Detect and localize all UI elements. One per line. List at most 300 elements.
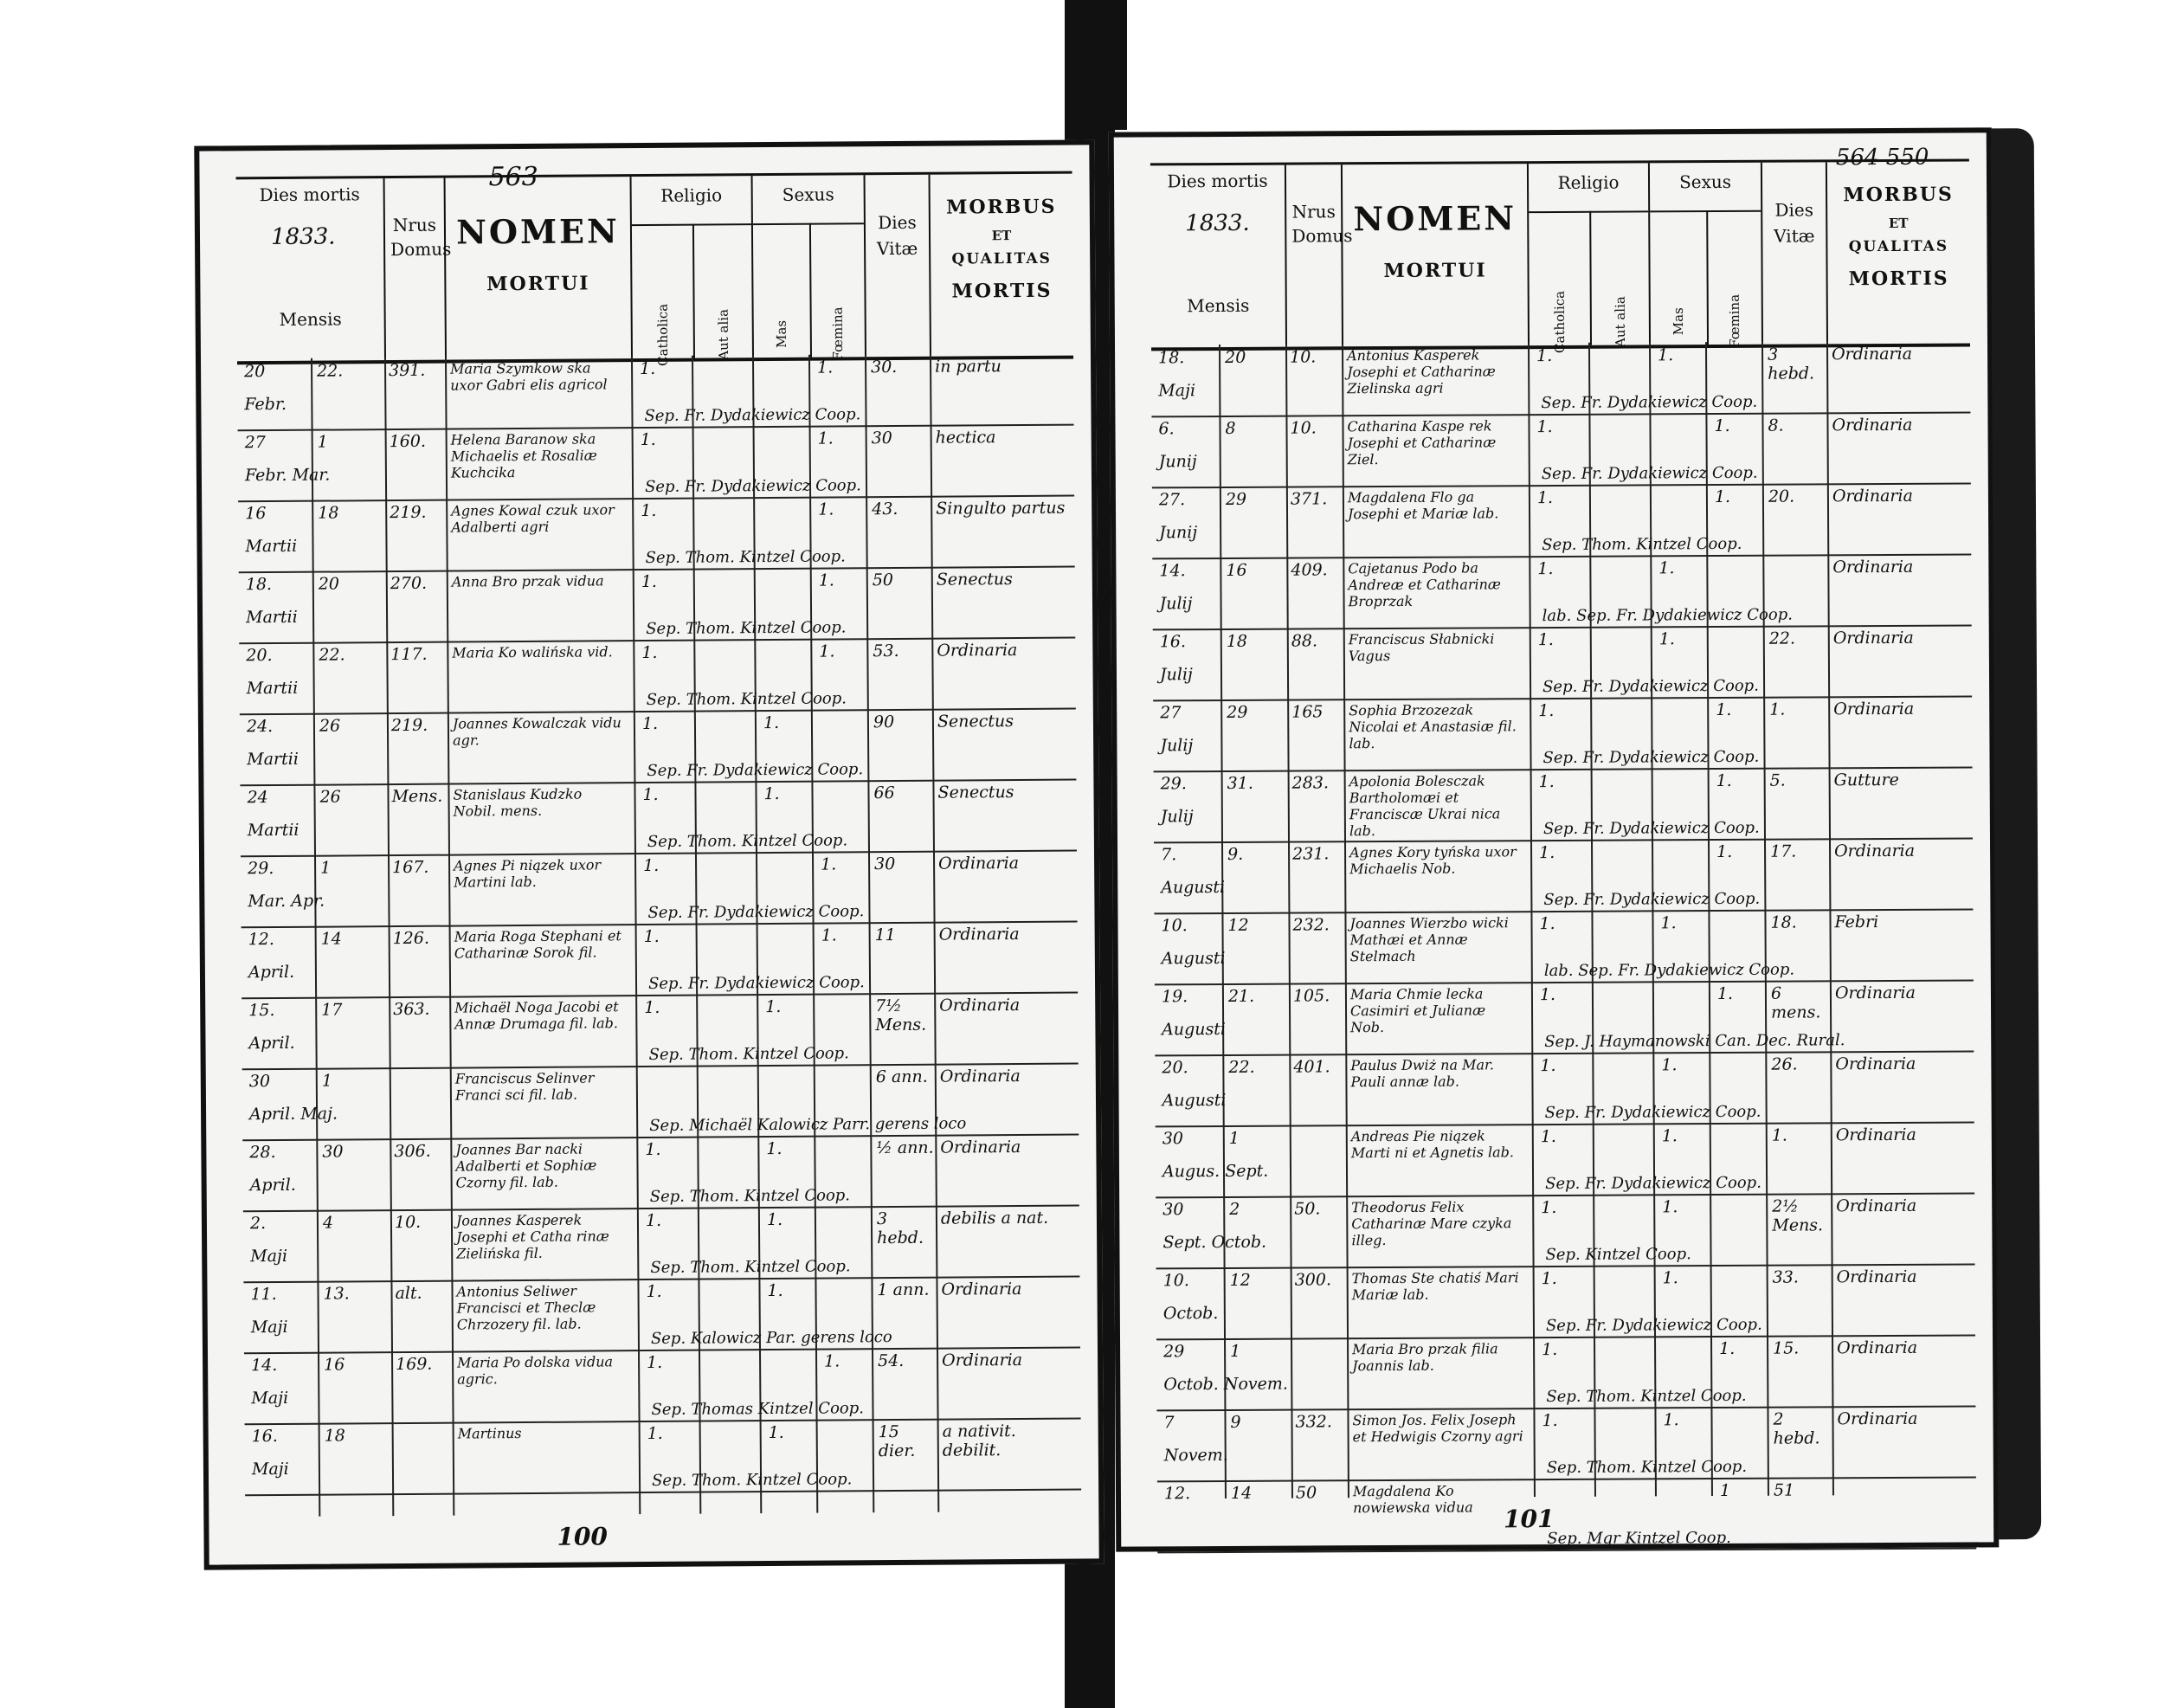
house-number-cell: 231. (1292, 844, 1330, 864)
foemina-label: Fœmina (1726, 293, 1743, 348)
burial-day-cell: 31. (1227, 773, 1253, 793)
morbus-cell: Senectus (937, 712, 1014, 732)
house-number-cell: 270. (390, 573, 428, 594)
house-number-cell: 283. (1291, 773, 1330, 793)
burial-day-cell: 20 (1225, 347, 1246, 367)
deceased-name-cell: Maria Po dolska vidua agric. (457, 1353, 614, 1388)
house-number-cell: 10. (1290, 347, 1317, 367)
table-row (243, 1205, 1080, 1284)
deceased-name-cell: Franciscus Słabnicki Vagus (1348, 630, 1495, 665)
deceased-name-cell: Agnes Pi niązek uxor Martini lab. (454, 856, 602, 891)
morbus-cell: Senectus (936, 570, 1013, 590)
burial-note: Sep. J. Haymanowski Can. Dec. Rural. (1544, 1031, 1845, 1052)
morbus-cell: Ordinaria (939, 1067, 1021, 1086)
table-row (1154, 766, 1973, 843)
deceased-name-cell: Thomas Ste chatiś Mari Mariæ lab. (1351, 1269, 1519, 1304)
nrus-domus-label: Nrus Domus (390, 214, 452, 261)
morbus-cell: Ordinaria (1835, 1125, 1916, 1145)
mas-cell: 1. (766, 1209, 783, 1230)
folio-number: 564 550 (1835, 144, 1929, 171)
death-day-cell: 18. (1158, 348, 1185, 368)
deceased-name-cell: Joannes Kasperek Josephi et Catha rinæ Zielińska fil. (455, 1211, 609, 1262)
dies-vitae-cell: 26. (1771, 1054, 1798, 1074)
mas-cell: 1. (1658, 558, 1675, 578)
month-cell: April. (248, 1033, 295, 1054)
dies-vitae-cell: 15. (1773, 1338, 1800, 1358)
table-row (1156, 1405, 1975, 1482)
table-row (242, 1134, 1079, 1213)
month-cell: Julij (1160, 736, 1194, 756)
dies-vitae-cell: 6 ann. (875, 1067, 928, 1087)
nomen-label: NOMEN (1353, 198, 1517, 239)
burial-day-cell: 29 (1227, 702, 1248, 722)
foemina-cell: 1. (1716, 841, 1733, 862)
catholica-cell: 1. (646, 1281, 662, 1302)
table-row (1157, 1476, 1976, 1553)
month-cell: Octob. (1163, 1304, 1219, 1324)
right-table-body (1151, 340, 1976, 1549)
foemina-label: Fœmina (829, 306, 847, 361)
table-row (1151, 411, 1970, 488)
dies-vitae-cell: 43. (872, 499, 898, 519)
morbus-cell: a nativit. debilit. (942, 1421, 1016, 1460)
month-cell: Maji (251, 1459, 289, 1479)
death-day-cell: 16 (245, 504, 267, 524)
house-number-cell: Mens. (391, 786, 443, 807)
deceased-name-cell: Joannes Bar nacki Adalberti et Sophiæ Czorny fil. lab. (455, 1140, 597, 1191)
house-number-cell: 105. (1292, 986, 1330, 1006)
dies-vitae-cell: 5. (1769, 770, 1786, 790)
mas-label: Mas (1670, 307, 1686, 336)
dies-vitae-cell: 2 hebd. (1773, 1409, 1820, 1448)
catholica-cell: 1. (1541, 1197, 1557, 1218)
header-nomen (444, 161, 631, 359)
death-day-cell: 16. (1159, 632, 1187, 652)
death-day-cell: 7. (1161, 845, 1177, 865)
burial-day-cell: 22. (317, 361, 344, 381)
month-cell: Martii (245, 536, 298, 557)
deceased-name-cell: Maria Bro przak filia Joannis lab. (1352, 1340, 1498, 1375)
morbus-cell: Gutture (1833, 770, 1899, 790)
death-day-cell: 20 (244, 362, 266, 382)
table-row (240, 779, 1077, 858)
death-day-cell: 27. (1158, 490, 1186, 510)
catholica-cell: 1. (644, 997, 660, 1018)
left-page (194, 139, 1104, 1569)
burial-day-cell: 22. (1228, 1057, 1255, 1077)
burial-note: Sep. Fr. Dydakiewicz Coop. (1541, 463, 1758, 484)
burial-day-cell: 26 (319, 716, 341, 736)
deceased-name-cell: Simon Jos. Felix Joseph et Hedwigis Czorny agri (1352, 1411, 1523, 1446)
deceased-name-cell: Martinus (457, 1425, 522, 1442)
table-row (1153, 695, 1972, 772)
header-nomen (1341, 164, 1528, 346)
burial-note: Sep. Fr. Dydakiewicz Coop. (1542, 818, 1760, 839)
table-row (238, 495, 1075, 574)
mas-cell: 1. (765, 996, 782, 1017)
house-number-cell: 117. (390, 644, 428, 665)
foemina-cell: 1. (1716, 699, 1732, 720)
dies-vitae-cell: 30 (874, 854, 896, 874)
deceased-name-cell: Joannes Kowalczak vidu agr. (452, 714, 622, 749)
dies-vitae-cell: 17. (1770, 841, 1797, 861)
house-number-cell: alt. (395, 1283, 422, 1304)
burial-note: Sep. Fr. Dydakiewicz Coop. (647, 902, 865, 923)
catholica-cell: 1. (641, 642, 658, 663)
nomen-label: NOMEN (456, 211, 620, 252)
deceased-name-cell: Magdalena Flo ga Josephi et Mariæ lab. (1347, 488, 1499, 523)
morbus-cell: in partu (934, 357, 1001, 377)
house-number-cell: 363. (393, 999, 430, 1020)
house-number-cell: 219. (390, 502, 427, 523)
morbus-cell: Ordinaria (1834, 841, 1916, 861)
catholica-cell: 1. (643, 855, 660, 876)
burial-day-cell: 20 (318, 574, 340, 594)
house-number-cell: 169. (396, 1354, 433, 1375)
death-day-cell: 20. (246, 646, 273, 666)
deceased-name-cell: Antonius Kasperek Josephi et Catharinæ Zielinska agri (1347, 346, 1496, 397)
catholica-cell: 1. (1536, 487, 1554, 508)
death-day-cell: 30 (1163, 1200, 1184, 1220)
death-day-cell: 27 (244, 433, 266, 453)
dies-vitae-cell: 33. (1772, 1267, 1799, 1287)
burial-day-cell: 18 (318, 503, 339, 523)
burial-day-cell: 14 (1230, 1483, 1253, 1503)
morbus-cell: Ordinaria (1837, 1337, 1918, 1358)
table-row (239, 566, 1076, 645)
burial-note: Sep. Thom. Kintzel Coop. (646, 689, 847, 710)
catholica-cell: 1. (1537, 558, 1554, 579)
deceased-name-cell: Catharina Kaspe rek Josephi et Catharinæ Ziel. (1347, 417, 1497, 468)
dies-vitae-cell: 1. (1771, 1125, 1787, 1145)
deceased-name-cell: Apolonia Bolesczak Bartholomæi et Franciscæ Ukrai nica lab. (1349, 772, 1501, 840)
header-dies-vitae (1761, 162, 1826, 344)
deceased-name-cell: Cajetanus Podo ba Andreæ et Catharinæ Broprzak (1348, 559, 1502, 610)
burial-note: Sep. Thom. Kintzel Coop. (649, 1186, 851, 1207)
dies-vitae-cell: 6 mens. (1770, 983, 1821, 1022)
left-ledger-table (236, 161, 1082, 1551)
burial-note: lab. Sep. Fr. Dydakiewicz Coop. (1542, 605, 1793, 626)
burial-note: Sep. Thom. Kintzel Coop. (650, 1257, 851, 1278)
month-cell: Augus. Sept. (1162, 1161, 1269, 1182)
morbus-label: MORBUS (945, 195, 1057, 219)
burial-note: Sep. Fr. Dydakiewicz Coop. (647, 760, 864, 781)
foemina-cell: 1. (1716, 770, 1732, 791)
death-day-cell: 29. (1160, 774, 1187, 794)
table-row (239, 637, 1076, 716)
sexus-label: Sexus (782, 184, 834, 205)
burial-note: Sep. Fr. Dydakiewicz Coop. (644, 405, 861, 426)
mortis-label: MORTIS (951, 279, 1053, 303)
mas-label: Mas (773, 319, 789, 348)
dies-vitae-cell: 11 (874, 925, 896, 945)
death-day-cell: 29. (248, 859, 274, 879)
month-cell: Augusti (1161, 877, 1226, 898)
death-day-cell: 12. (1163, 1484, 1191, 1504)
morbus-cell: Ordinaria (937, 641, 1018, 661)
dies-vitae-cell: ½ ann. (876, 1138, 934, 1158)
deceased-name-cell: Andreas Pie niązek Marti ni et Agnetis lab. (1350, 1127, 1515, 1162)
month-cell: Sept. Octob. (1163, 1232, 1267, 1253)
foemina-cell: 1. (818, 500, 834, 519)
death-day-cell: 10. (1163, 1271, 1189, 1291)
mensis-label: Mensis (279, 308, 342, 330)
deceased-name-cell: Theodorus Felix Catharinæ Mare czyka illeg. (1351, 1198, 1512, 1249)
burial-day-cell: 8 (1225, 418, 1236, 438)
foemina-cell: 1. (817, 429, 834, 448)
morbus-cell: Ordinaria (1833, 699, 1915, 719)
month-cell: Martii (247, 820, 299, 841)
month-cell: Augusti (1162, 1090, 1227, 1111)
burial-note: Sep. Fr. Dydakiewicz Coop. (1544, 1102, 1761, 1123)
nrus-domus-label: Nrus Domus (1291, 201, 1353, 247)
catholica-cell: 1. (1539, 913, 1555, 934)
burial-note: Sep. Thom. Kintzel Coop. (647, 831, 848, 852)
foemina-cell: 1. (821, 854, 837, 874)
burial-note: Sep. Fr. Dydakiewicz Coop. (644, 476, 861, 497)
burial-note: Sep. Fr. Dydakiewicz Coop. (1542, 676, 1759, 697)
month-cell: April. (248, 962, 295, 983)
month-cell: Maji (1158, 381, 1196, 401)
burial-day-cell: 16 (324, 1355, 345, 1375)
morbus-cell: Singulto partus (936, 498, 1066, 519)
morbus-cell: debilis a nat. (940, 1208, 1049, 1228)
month-cell: Novem. (1163, 1445, 1228, 1466)
mas-cell: 1. (763, 783, 780, 804)
month-cell: Octob. Novem. (1163, 1374, 1288, 1395)
house-number-cell: 232. (1292, 915, 1330, 935)
house-number-cell: 50 (1295, 1483, 1317, 1503)
morbus-cell: Febri (1834, 912, 1879, 932)
burial-note: Sep. Thom. Kintzel Coop. (1542, 534, 1742, 555)
morbus-cell: Ordinaria (1836, 1266, 1917, 1287)
catholica-cell: 1. (1539, 984, 1556, 1005)
burial-note: Sep. Thom. Kintzel Coop. (648, 1044, 849, 1065)
month-cell: Mar. Apr. (248, 891, 325, 912)
burial-day-cell: 9 (1230, 1412, 1241, 1432)
aut-alia-label: Aut alia (715, 308, 732, 360)
table-row (1154, 908, 1973, 985)
death-day-cell: 16. (251, 1427, 278, 1447)
et-label: ET (991, 228, 1012, 244)
dies-vitae-cell: 20. (1768, 487, 1795, 506)
dies-vitae-cell: 3 hebd. (876, 1209, 924, 1248)
mas-cell: 1. (763, 712, 780, 733)
month-cell (1164, 1517, 1294, 1518)
month-cell: Martii (247, 749, 299, 770)
right-ledger-table (1150, 144, 1976, 1549)
burial-day-cell: 14 (320, 929, 342, 949)
morbus-cell: hectica (935, 428, 996, 448)
table-row (1156, 1192, 1974, 1269)
catholica-cell: 1. (1538, 771, 1555, 792)
house-number-cell: 160. (389, 431, 427, 452)
burial-day-cell: 26 (319, 787, 341, 807)
mas-cell: 1. (768, 1422, 784, 1443)
deceased-name-cell: Helena Baranow ska Michaelis et Rosaliæ Kuchcika (450, 430, 597, 481)
dies-vitae-label: Dies Vitæ (876, 211, 918, 260)
dies-vitae-cell: 3 hebd. (1768, 345, 1815, 383)
dies-vitae-cell: 51 (1773, 1480, 1795, 1500)
mortui-label: MORTUI (486, 272, 590, 296)
morbus-cell: Ordinaria (939, 996, 1021, 1015)
left-table-body (237, 353, 1081, 1518)
et-label: ET (1888, 215, 1909, 231)
house-number-cell: 167. (392, 857, 429, 878)
house-number-cell: 10. (394, 1212, 422, 1233)
header-nrus-domus (1285, 164, 1353, 346)
qualitas-label: QUALITAS (1848, 237, 1949, 256)
table-row (241, 850, 1078, 929)
house-number-cell: 165 (1291, 702, 1324, 722)
dies-vitae-cell: 2½ Mens. (1772, 1196, 1824, 1235)
morbus-cell: Ordinaria (1832, 628, 1914, 648)
catholica-label: Catholica (1551, 290, 1568, 354)
table-row (1151, 340, 1970, 417)
deceased-name-cell: Agnes Kowal czuk uxor Adalberti agri (451, 501, 615, 536)
header-religio (630, 176, 752, 366)
death-day-cell: 28. (249, 1143, 276, 1163)
dies-vitae-cell: 7½ Mens. (875, 996, 927, 1035)
deceased-name-cell: Agnes Kory tyńska uxor Michaelis Nob. (1349, 843, 1517, 878)
deceased-name-cell: Michaël Noga Jacobi et Annæ Drumaga fil. lab. (454, 998, 619, 1033)
death-day-cell: 24. (246, 717, 274, 737)
death-day-cell: 24 (247, 788, 268, 808)
death-day-cell: 27 (1160, 703, 1182, 723)
header-morbus (1826, 144, 1970, 344)
morbus-cell: Ordinaria (1832, 415, 1913, 435)
burial-note: Sep. Fr. Dydakiewicz Coop. (1541, 392, 1758, 413)
house-number-cell: 401. (1293, 1057, 1330, 1077)
mas-cell: 1. (1661, 1126, 1678, 1146)
header-dies-vitae (864, 175, 930, 358)
dies-vitae-cell: 30. (870, 357, 898, 377)
catholica-cell: 1. (641, 713, 659, 734)
burial-note: Sep. Michaël Kalowicz Parr. gerens loco (649, 1114, 967, 1136)
deceased-name-cell: Sophia Brzozezak Nicolai et Anastasiæ fil. lab. (1349, 701, 1517, 752)
month-cell: Maji (251, 1388, 289, 1408)
death-day-cell: 20. (1162, 1058, 1188, 1078)
death-day-cell: 11. (250, 1285, 277, 1305)
catholica-cell: 1. (645, 1139, 661, 1160)
deceased-name-cell: Maria Chmie lecka Casimiri et Julianæ Nob. (1349, 985, 1486, 1036)
catholica-cell: 1. (1536, 346, 1553, 366)
burial-note: Sep. Thom. Kintzel Coop. (651, 1470, 853, 1490)
mas-cell: 1. (1658, 345, 1674, 365)
mensis-label: Mensis (1187, 294, 1250, 317)
death-day-cell: 15. (248, 1001, 275, 1021)
burial-day-cell: 9. (1227, 844, 1244, 864)
mas-cell: 1. (766, 1138, 783, 1159)
deceased-name-cell: Anna Bro przak vidua (451, 572, 604, 590)
month-cell: Febr. Mar. (244, 465, 331, 486)
year-label: 1833. (270, 223, 336, 251)
dies-vitae-cell: 53. (873, 641, 899, 661)
mas-cell: 1. (1661, 1055, 1678, 1075)
month-cell: April. (249, 1175, 296, 1196)
catholica-cell: 1. (640, 429, 656, 450)
burial-note: Sep. Kintzel Coop. (1545, 1245, 1691, 1265)
morbus-cell: Senectus (937, 783, 1014, 802)
burial-day-cell: 12 (1229, 1270, 1251, 1290)
house-number-cell: 10. (1290, 418, 1317, 438)
burial-day-cell: 1 (321, 1071, 332, 1091)
burial-day-cell: 1 (320, 858, 332, 878)
death-day-cell: 30 (248, 1072, 271, 1092)
page-number: 100 (557, 1522, 609, 1551)
death-day-cell: 12. (248, 930, 274, 950)
morbus-cell: Ordinaria (940, 1138, 1021, 1157)
mas-cell: 1. (1660, 913, 1677, 933)
catholica-cell: 1. (1542, 1339, 1558, 1360)
catholica-cell: 1. (1539, 842, 1555, 863)
deceased-name-cell: Antonius Seliwer Francisci et Theclæ Chrzozery fil. lab. (456, 1282, 596, 1333)
table-row (1153, 624, 1972, 701)
table-row (1156, 1121, 1974, 1198)
month-cell: Augusti (1161, 948, 1226, 969)
dies-vitae-cell: 66 (873, 783, 895, 803)
burial-day-cell: 1 (317, 432, 328, 452)
aut-alia-label: Aut alia (1612, 296, 1629, 348)
catholica-cell: 1. (642, 784, 659, 805)
dies-vitae-cell: 18. (1770, 912, 1797, 932)
catholica-cell: 1. (1538, 700, 1555, 721)
catholica-cell: 1. (647, 1423, 663, 1444)
table-row (245, 1418, 1082, 1497)
death-day-cell: 6. (1158, 419, 1175, 439)
catholica-cell: 1. (641, 571, 658, 592)
morbus-cell: Ordinaria (942, 1350, 1023, 1370)
burial-note: Sep. Thom. Kintzel Coop. (645, 547, 846, 568)
burial-day-cell: 29 (1225, 489, 1247, 509)
table-row (240, 708, 1077, 787)
foemina-cell: 1. (819, 641, 835, 661)
mortis-label: MORTIS (1848, 267, 1949, 291)
deceased-name-cell: Joannes Wierzbo wicki Mathæi et Annæ Stelmach (1349, 914, 1509, 965)
burial-note: Sep. Fr. Dydakiewicz Coop. (1543, 889, 1761, 910)
morbus-cell: Ordinaria (1836, 1196, 1917, 1216)
month-cell: Febr. (244, 394, 287, 415)
catholica-cell: 1. (1542, 1410, 1558, 1431)
deceased-name-cell: Franciscus Selinver Franci sci fil. lab. (454, 1069, 595, 1104)
catholica-cell: 1. (1536, 417, 1553, 437)
morbus-cell: Ordinaria (1834, 983, 1916, 1003)
morbus-cell: Ordinaria (941, 1279, 1022, 1299)
house-number-cell: 306. (394, 1141, 431, 1162)
house-number-cell: 371. (1290, 489, 1328, 509)
header-nrus-domus (383, 178, 452, 360)
deceased-name-cell: Maria Ko walińska vid. (452, 643, 613, 661)
foemina-cell: 1 (1719, 1480, 1731, 1501)
month-cell: Julij (1160, 807, 1194, 827)
burial-day-cell: 18 (324, 1426, 345, 1446)
dies-mortis-label: Dies mortis (1167, 170, 1268, 192)
table-row (1155, 979, 1974, 1056)
death-day-cell: 14. (251, 1356, 278, 1376)
deceased-name-cell: Paulus Dwiż na Mar. Pauli annæ lab. (1350, 1056, 1495, 1091)
catholica-cell: 1. (647, 1352, 663, 1373)
catholica-cell: 1. (1541, 1268, 1557, 1289)
catholica-label: Catholica (654, 303, 672, 366)
left-table-header (236, 161, 1073, 366)
header-dies-mortis (236, 178, 384, 361)
foemina-cell: 1. (1719, 1338, 1736, 1359)
burial-note: Sep. Thom. Kintzel Coop. (1546, 1457, 1748, 1478)
burial-day-cell: 1 (1228, 1128, 1240, 1148)
burial-day-cell: 12 (1227, 915, 1249, 935)
death-day-cell: 14. (1159, 561, 1186, 581)
death-day-cell: 18. (245, 575, 273, 595)
